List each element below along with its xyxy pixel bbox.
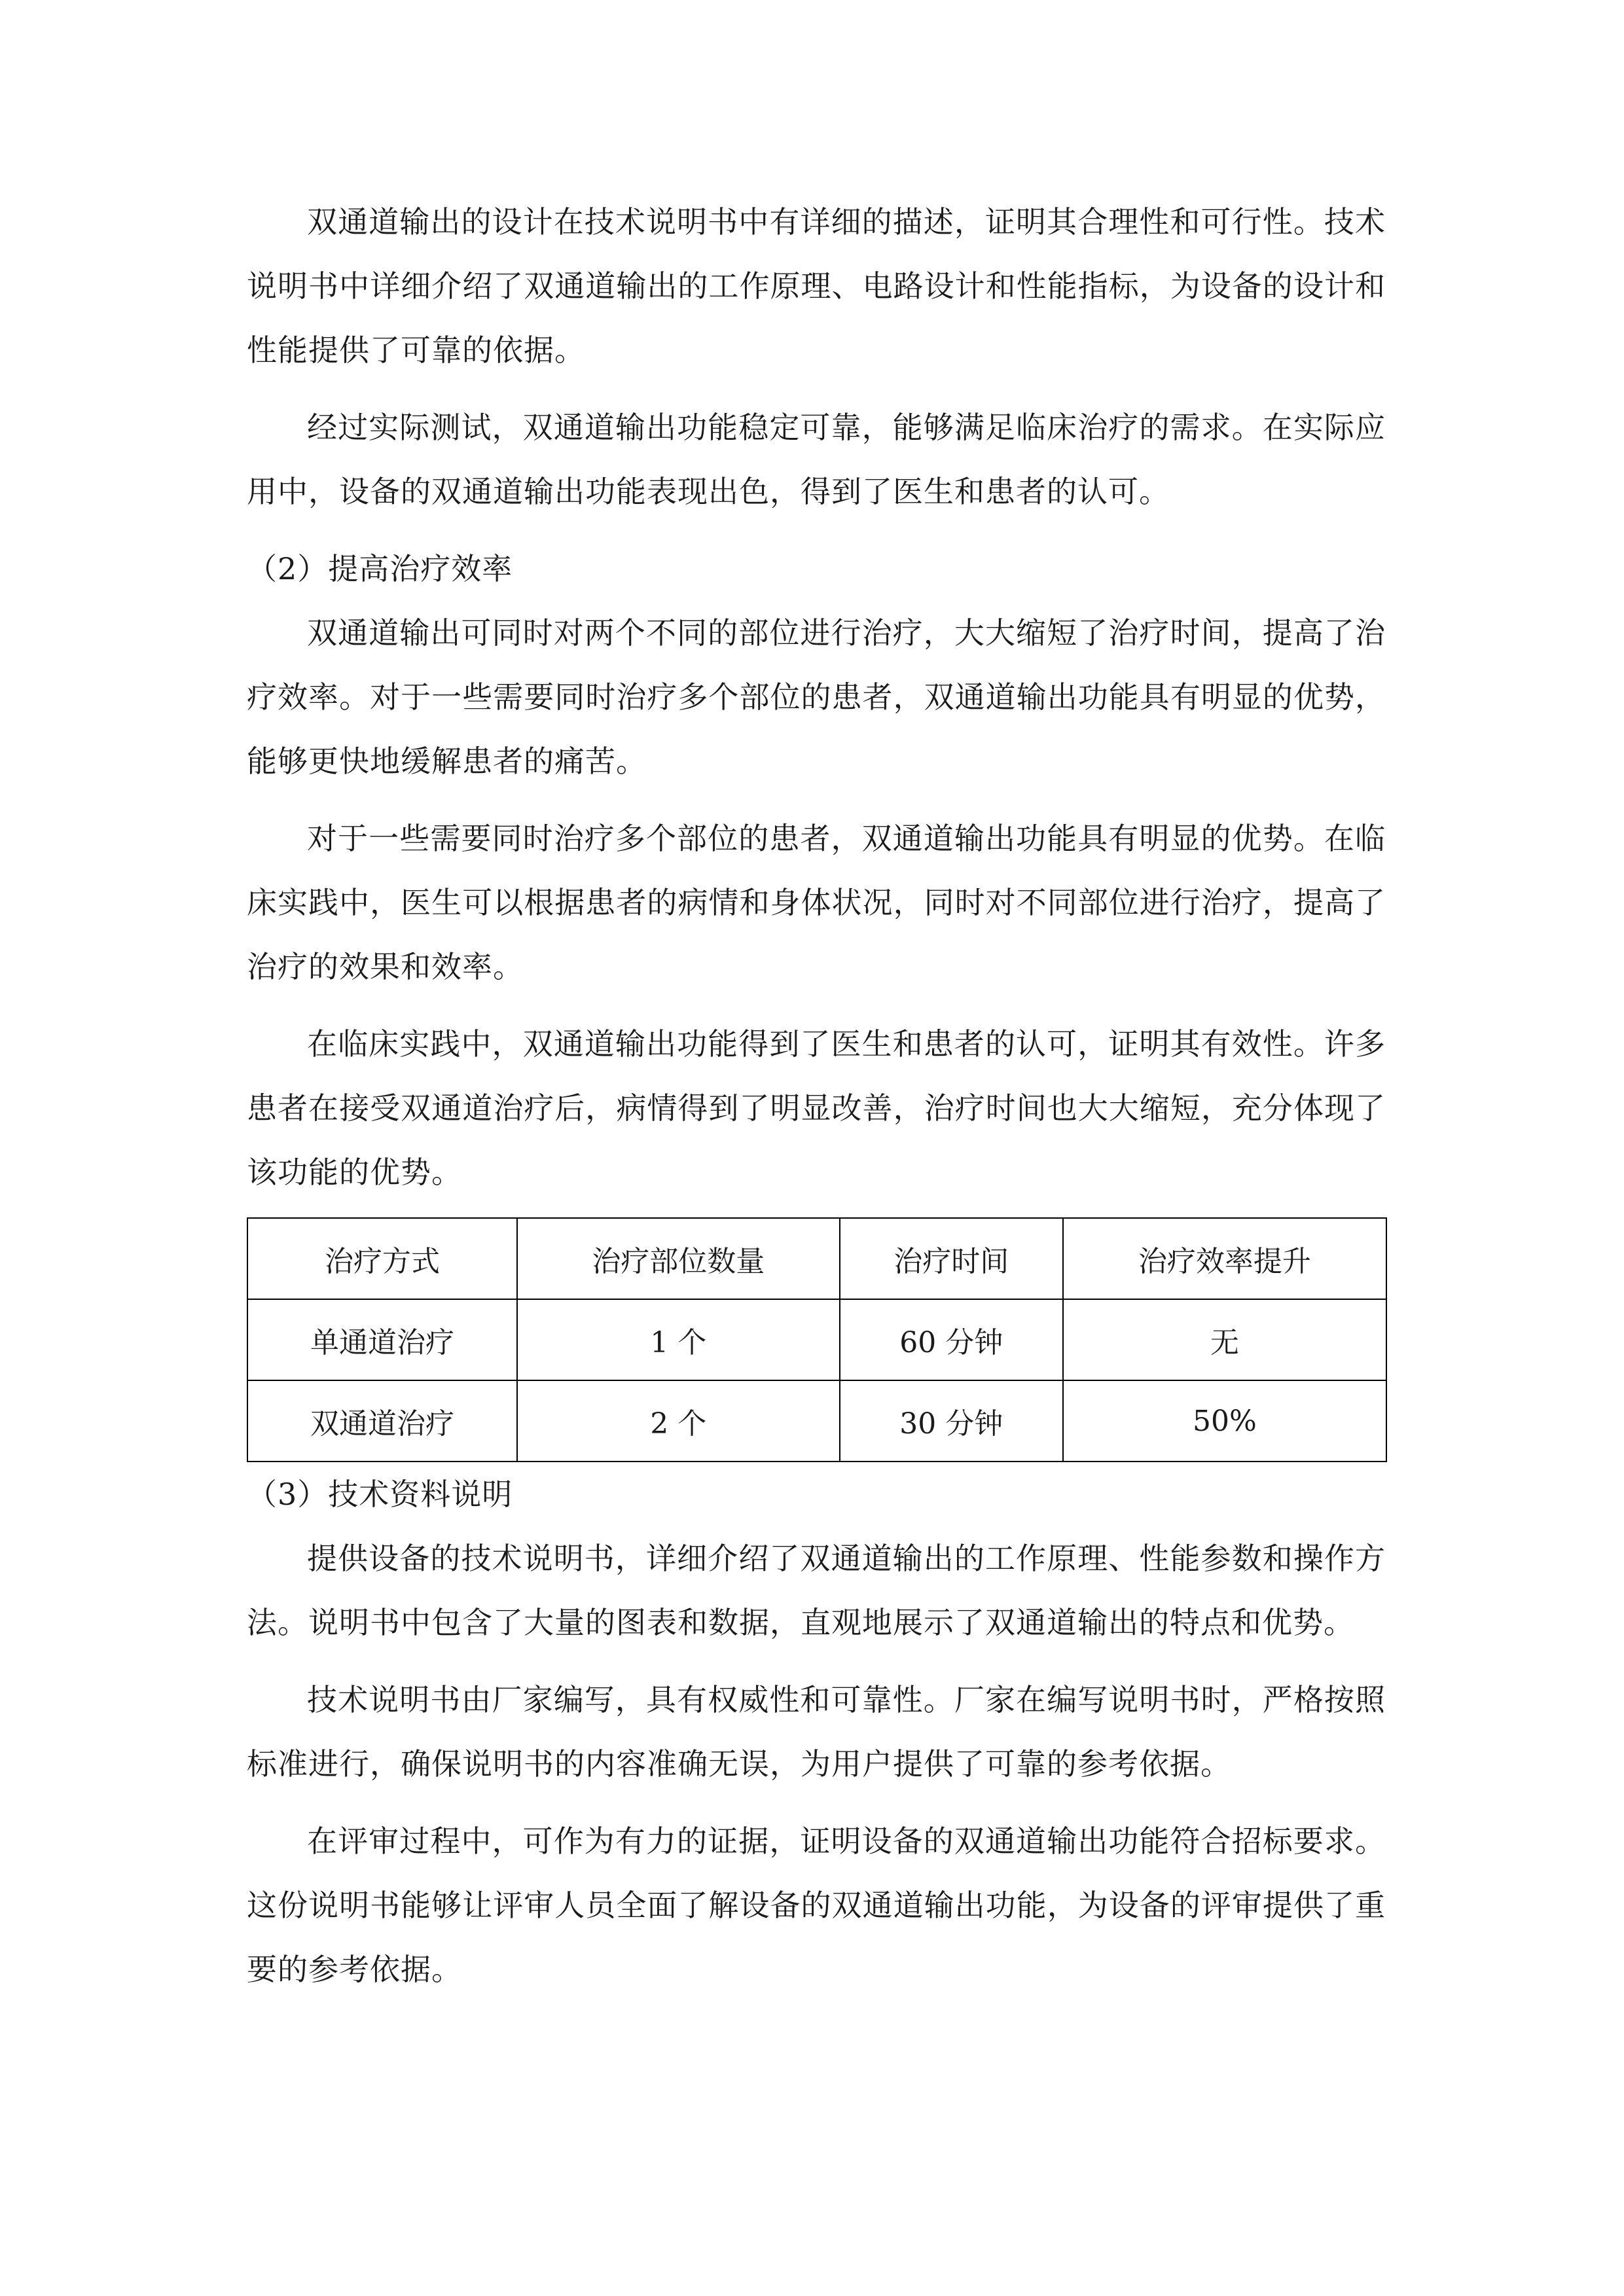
- paragraph: 在临床实践中，双通道输出功能得到了医生和患者的认可，证明其有效性。许多患者在接受双通道治疗后，病情得到了明显改善，治疗时间也大大缩短，充分体现了该功能的优势。: [247, 1026, 1386, 1190]
- table-cell: 2 个: [517, 1380, 840, 1462]
- section-heading: （3）技术资料说明: [247, 1477, 513, 1512]
- paragraph: 对于一些需要同时治疗多个部位的患者，双通道输出功能具有明显的优势。在临床实践中，医生可以根据患者的病情和身体状况，同时对不同部位进行治疗，提高了治疗的效果和效率。: [247, 821, 1386, 984]
- table-cell: 50%: [1063, 1380, 1386, 1462]
- paragraph: 双通道输出的设计在技术说明书中有详细的描述，证明其合理性和可行性。技术说明书中详细介绍了双通道输出的工作原理、电路设计和性能指标，为设备的设计和性能提供了可靠的依据。: [247, 204, 1386, 368]
- table-cell: 双通道治疗: [247, 1380, 517, 1462]
- table-row: [247, 1299, 1386, 1380]
- paragraph: 在评审过程中，可作为有力的证据，证明设备的双通道输出功能符合招标要求。这份说明书能够让评审人员全面了解设备的双通道输出功能，为设备的评审提供了重要的参考依据。: [247, 1823, 1386, 1987]
- table-header-row: [247, 1218, 1386, 1299]
- table-header-cell: 治疗部位数量: [517, 1218, 840, 1299]
- table-cell: 60 分钟: [840, 1299, 1063, 1380]
- table-header-cell: 治疗方式: [247, 1218, 517, 1299]
- comparison-table: [247, 1217, 1387, 1462]
- document-page: [247, 190, 1386, 2015]
- table-cell: 30 分钟: [840, 1380, 1063, 1462]
- paragraph: 提供设备的技术说明书，详细介绍了双通道输出的工作原理、性能参数和操作方法。说明书中包含了大量的图表和数据，直观地展示了双通道输出的特点和优势。: [247, 1541, 1386, 1640]
- table-row: [247, 1380, 1386, 1462]
- table-header-cell: 治疗效率提升: [1063, 1218, 1386, 1299]
- paragraph: 技术说明书由厂家编写，具有权威性和可靠性。厂家在编写说明书时，严格按照标准进行，确保说明书的内容准确无误，为用户提供了可靠的参考依据。: [247, 1682, 1386, 1782]
- table-cell: 1 个: [517, 1299, 840, 1380]
- table-header-cell: 治疗时间: [840, 1218, 1063, 1299]
- table-cell: 无: [1063, 1299, 1386, 1380]
- paragraph: 经过实际测试，双通道输出功能稳定可靠，能够满足临床治疗的需求。在实际应用中，设备的双通道输出功能表现出色，得到了医生和患者的认可。: [247, 410, 1386, 509]
- paragraph: 双通道输出可同时对两个不同的部位进行治疗，大大缩短了治疗时间，提高了治疗效率。对于一些需要同时治疗多个部位的患者，双通道输出功能具有明显的优势，能够更快地缓解患者的痛苦。: [247, 615, 1386, 779]
- section-heading: （2）提高治疗效率: [247, 551, 513, 586]
- table-cell: 单通道治疗: [247, 1299, 517, 1380]
